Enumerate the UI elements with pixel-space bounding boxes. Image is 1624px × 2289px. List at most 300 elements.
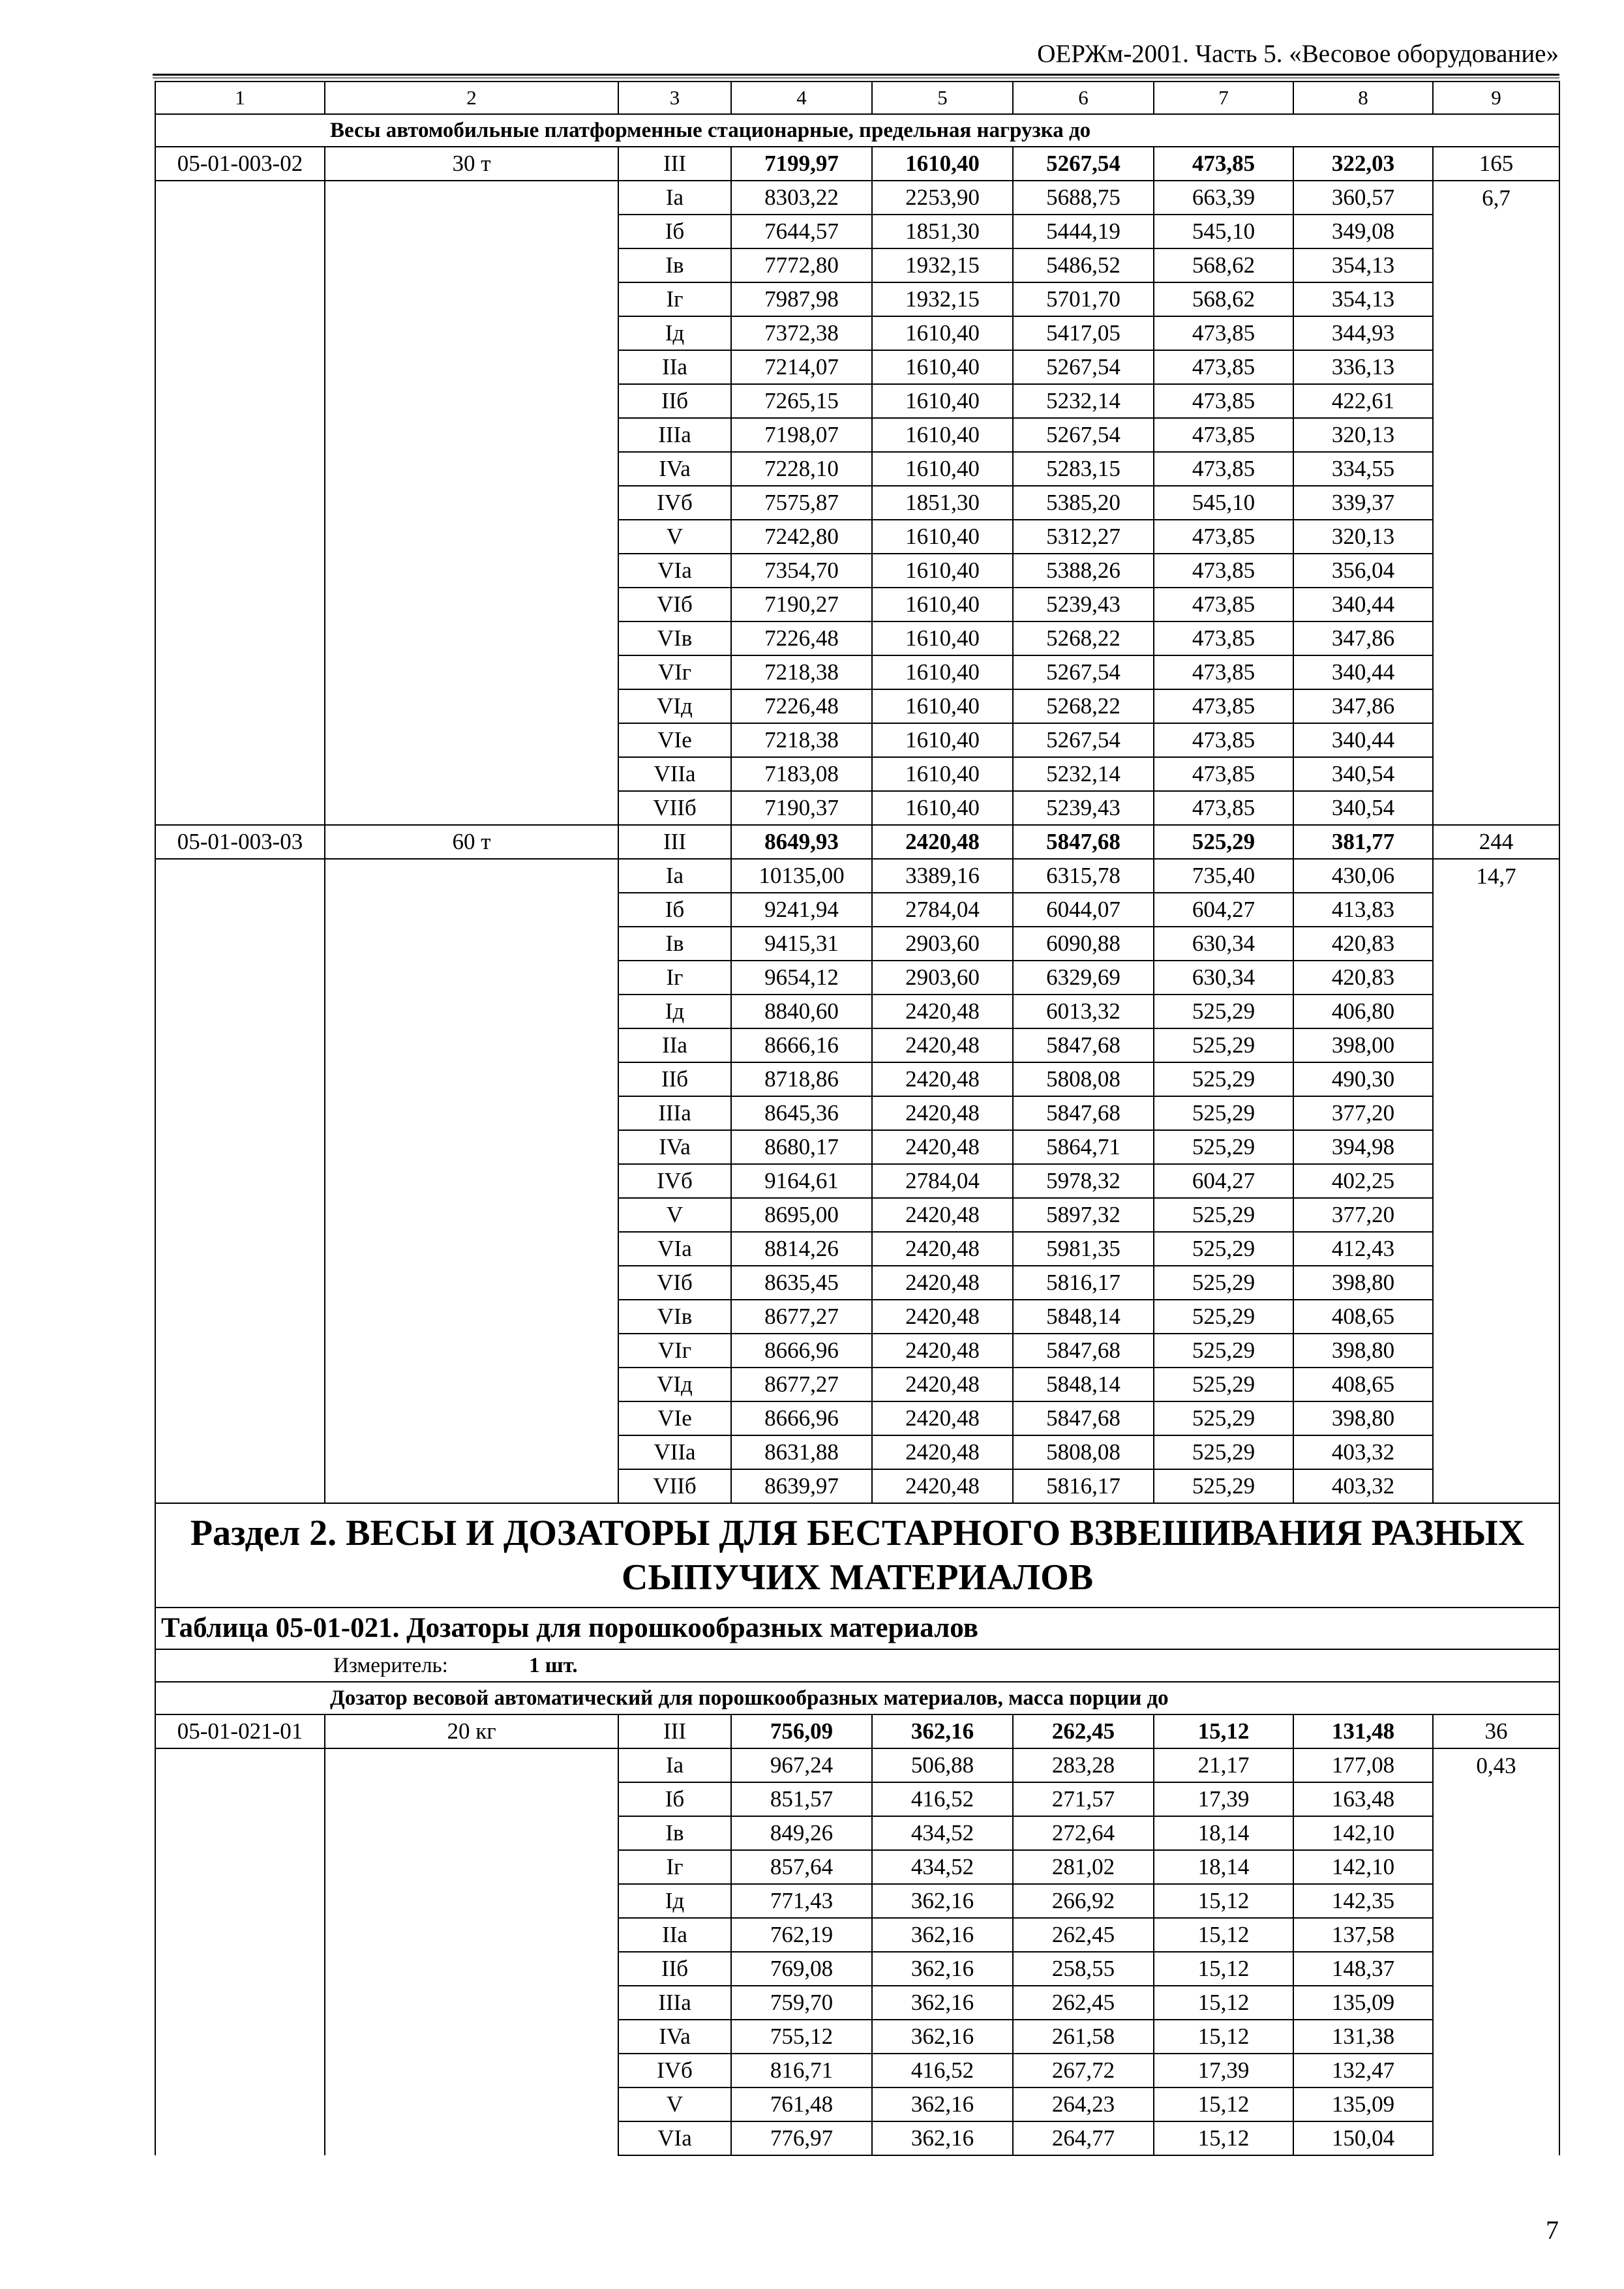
equipment-name	[325, 927, 618, 961]
cost-value: 131,38	[1293, 2020, 1433, 2054]
table-row	[155, 1435, 1559, 1469]
extra-value	[1433, 2020, 1559, 2054]
cost-value: 545,10	[1154, 215, 1293, 248]
extra-value	[1433, 1062, 1559, 1096]
cost-value: 8666,16	[731, 1028, 872, 1062]
cost-value: 1932,15	[872, 248, 1013, 282]
cost-value: 15,12	[1154, 1952, 1293, 1986]
measure-cell	[155, 1649, 1559, 1682]
equipment-name	[325, 282, 618, 316]
cost-value: 2903,60	[872, 961, 1013, 995]
cost-value: 15,12	[1154, 2121, 1293, 2155]
equipment-name	[325, 1435, 618, 1469]
table-title: Таблица 05-01-021. Дозаторы для порошкообразных материалов	[155, 1608, 1559, 1649]
table-row	[155, 181, 1559, 215]
rate-code	[155, 520, 325, 554]
rate-code	[155, 215, 325, 248]
table-row	[155, 282, 1559, 316]
cost-value: 525,29	[1154, 1368, 1293, 1401]
extra-value	[1433, 316, 1559, 350]
table-row	[155, 1096, 1559, 1130]
rate-code	[155, 2020, 325, 2054]
extra-value	[1433, 1028, 1559, 1062]
rate-code	[155, 1232, 325, 1266]
equipment-name	[325, 520, 618, 554]
extra-value	[1433, 1198, 1559, 1232]
cost-value: 7183,08	[731, 757, 872, 791]
cost-value: 1610,40	[872, 384, 1013, 418]
extra-value	[1433, 2054, 1559, 2087]
cost-value: 349,08	[1293, 215, 1433, 248]
table-row	[155, 621, 1559, 655]
cost-value: 406,80	[1293, 995, 1433, 1028]
table-row	[155, 723, 1559, 757]
cost-value: 1851,30	[872, 486, 1013, 520]
cost-value: 398,80	[1293, 1266, 1433, 1300]
cost-value: 7772,80	[731, 248, 872, 282]
rate-code: 05-01-021-01	[155, 1714, 325, 1748]
zone-code: VIIa	[618, 1435, 731, 1469]
cost-value: 5268,22	[1013, 689, 1154, 723]
section-title-row	[155, 1503, 1559, 1608]
cost-value: 2420,48	[872, 1130, 1013, 1164]
rate-code	[155, 995, 325, 1028]
cost-value: 264,23	[1013, 2087, 1154, 2121]
table-row	[155, 1401, 1559, 1435]
cost-value: 2420,48	[872, 1334, 1013, 1368]
table-row	[155, 961, 1559, 995]
cost-value: 2420,48	[872, 995, 1013, 1028]
extra-value	[1433, 1952, 1559, 1986]
rate-code	[155, 893, 325, 927]
extra-value	[1433, 791, 1559, 825]
cost-value: 1932,15	[872, 282, 1013, 316]
cost-value: 420,83	[1293, 961, 1433, 995]
zone-code: VIe	[618, 723, 731, 757]
cost-value: 473,85	[1154, 655, 1293, 689]
extra-value	[1433, 655, 1559, 689]
cost-value: 771,43	[731, 1884, 872, 1918]
extra-value	[1433, 282, 1559, 316]
equipment-name	[325, 316, 618, 350]
rate-code	[155, 418, 325, 452]
cost-value: 8635,45	[731, 1266, 872, 1300]
rate-code	[155, 791, 325, 825]
cost-value: 17,39	[1154, 2054, 1293, 2087]
table-row	[155, 1850, 1559, 1884]
cost-value: 21,17	[1154, 1748, 1293, 1782]
cost-value: 525,29	[1154, 1028, 1293, 1062]
cost-value: 18,14	[1154, 1816, 1293, 1850]
cost-value: 9241,94	[731, 893, 872, 927]
cost-value: 5268,22	[1013, 621, 1154, 655]
cost-value: 5267,54	[1013, 147, 1154, 181]
cost-value: 7190,27	[731, 588, 872, 621]
cost-value: 2420,48	[872, 825, 1013, 859]
equipment-name	[325, 1850, 618, 1884]
cost-value: 354,13	[1293, 282, 1433, 316]
extra-value	[1433, 961, 1559, 995]
rate-code	[155, 1884, 325, 1918]
column-number-header: 6	[1013, 82, 1154, 114]
zone-code: IVб	[618, 2054, 731, 2087]
cost-value: 630,34	[1154, 961, 1293, 995]
cost-value: 362,16	[872, 2020, 1013, 2054]
table-row	[155, 1198, 1559, 1232]
equipment-name	[325, 384, 618, 418]
zone-code: Iв	[618, 927, 731, 961]
equipment-name	[325, 1198, 618, 1232]
cost-value: 408,65	[1293, 1368, 1433, 1401]
rate-code	[155, 655, 325, 689]
rate-code	[155, 1469, 325, 1503]
cost-value: 5897,32	[1013, 1198, 1154, 1232]
rate-code	[155, 486, 325, 520]
rate-code	[155, 927, 325, 961]
zone-code: Iв	[618, 248, 731, 282]
rate-code	[155, 859, 325, 893]
cost-value: 135,09	[1293, 2087, 1433, 2121]
zone-code: Iд	[618, 1884, 731, 1918]
cost-value: 362,16	[872, 1986, 1013, 2020]
cost-value: 362,16	[872, 2087, 1013, 2121]
cost-value: 6315,78	[1013, 859, 1154, 893]
cost-value: 340,44	[1293, 655, 1433, 689]
cost-value: 473,85	[1154, 316, 1293, 350]
zone-code: VIIб	[618, 791, 731, 825]
extra-value: 244	[1433, 825, 1559, 859]
equipment-name	[325, 723, 618, 757]
cost-value: 8303,22	[731, 181, 872, 215]
extra-value	[1433, 1816, 1559, 1850]
cost-value: 1610,40	[872, 452, 1013, 486]
table-row	[155, 418, 1559, 452]
extra-value	[1433, 893, 1559, 927]
cost-value: 776,97	[731, 2121, 872, 2155]
equipment-name	[325, 1062, 618, 1096]
table-row	[155, 791, 1559, 825]
table-row	[155, 1334, 1559, 1368]
equipment-name	[325, 859, 618, 893]
zone-code: III	[618, 147, 731, 181]
zone-code: Iг	[618, 282, 731, 316]
cost-value: 320,13	[1293, 418, 1433, 452]
table-row	[155, 1368, 1559, 1401]
zone-code: Iг	[618, 961, 731, 995]
cost-value: 10135,00	[731, 859, 872, 893]
cost-value: 2784,04	[872, 1164, 1013, 1198]
extra-value	[1433, 1334, 1559, 1368]
zone-code: VIд	[618, 689, 731, 723]
extra-value	[1433, 350, 1559, 384]
cost-value: 2253,90	[872, 181, 1013, 215]
cost-value: 340,44	[1293, 588, 1433, 621]
cost-value: 2420,48	[872, 1232, 1013, 1266]
zone-code: VIг	[618, 655, 731, 689]
extra-value	[1433, 927, 1559, 961]
cost-value: 7354,70	[731, 554, 872, 588]
rate-code	[155, 452, 325, 486]
equipment-name	[325, 1952, 618, 1986]
table-row	[155, 2121, 1559, 2155]
zone-code: IVa	[618, 2020, 731, 2054]
table-row	[155, 1232, 1559, 1266]
equipment-name	[325, 655, 618, 689]
cost-value: 1610,40	[872, 588, 1013, 621]
extra-value: 165	[1433, 147, 1559, 181]
cost-value: 851,57	[731, 1782, 872, 1816]
table-row	[155, 248, 1559, 282]
cost-value: 5848,14	[1013, 1300, 1154, 1334]
rate-code	[155, 1164, 325, 1198]
cost-value: 8666,96	[731, 1334, 872, 1368]
cost-value: 2420,48	[872, 1401, 1013, 1435]
cost-value: 402,25	[1293, 1164, 1433, 1198]
cost-value: 2420,48	[872, 1368, 1013, 1401]
table-row	[155, 554, 1559, 588]
extra-value	[1433, 1266, 1559, 1300]
cost-value: 473,85	[1154, 757, 1293, 791]
equipment-name	[325, 995, 618, 1028]
zone-code: IIIa	[618, 1096, 731, 1130]
cost-value: 7987,98	[731, 282, 872, 316]
cost-value: 398,80	[1293, 1401, 1433, 1435]
extra-value	[1433, 995, 1559, 1028]
cost-value: 17,39	[1154, 1782, 1293, 1816]
extra-value	[1433, 1368, 1559, 1401]
rate-code	[155, 316, 325, 350]
cost-value: 262,45	[1013, 1714, 1154, 1748]
cost-value: 5417,05	[1013, 316, 1154, 350]
cost-value: 525,29	[1154, 1334, 1293, 1368]
table-row	[155, 1028, 1559, 1062]
rate-code	[155, 1334, 325, 1368]
cost-value: 8649,93	[731, 825, 872, 859]
extra-value	[1433, 1986, 1559, 2020]
zone-code: IIa	[618, 350, 731, 384]
table-row	[155, 1884, 1559, 1918]
cost-value: 347,86	[1293, 689, 1433, 723]
cost-value: 137,58	[1293, 1918, 1433, 1952]
cost-value: 5808,08	[1013, 1062, 1154, 1096]
zone-code: VIб	[618, 1266, 731, 1300]
table-row	[155, 893, 1559, 927]
cost-value: 1610,40	[872, 723, 1013, 757]
rate-code	[155, 1062, 325, 1096]
equipment-name	[325, 1748, 618, 1782]
cost-value: 322,03	[1293, 147, 1433, 181]
cost-value: 5385,20	[1013, 486, 1154, 520]
extra-value	[1433, 1884, 1559, 1918]
cost-value: 5267,54	[1013, 655, 1154, 689]
zone-code: IIIa	[618, 1986, 731, 2020]
table-row	[155, 655, 1559, 689]
cost-value: 271,57	[1013, 1782, 1154, 1816]
table-row	[155, 757, 1559, 791]
cost-value: 2420,48	[872, 1469, 1013, 1503]
cost-value: 568,62	[1154, 248, 1293, 282]
cost-value: 360,57	[1293, 181, 1433, 215]
cost-value: 340,44	[1293, 723, 1433, 757]
cost-value: 1610,40	[872, 520, 1013, 554]
zone-code: VIa	[618, 1232, 731, 1266]
rate-code	[155, 248, 325, 282]
group-title-row	[155, 1682, 1559, 1714]
rate-code	[155, 961, 325, 995]
cost-value: 473,85	[1154, 520, 1293, 554]
cost-value: 5239,43	[1013, 791, 1154, 825]
equipment-name	[325, 621, 618, 655]
zone-code: IIб	[618, 1952, 731, 1986]
price-table	[155, 81, 1560, 2156]
cost-value: 568,62	[1154, 282, 1293, 316]
cost-value: 434,52	[872, 1816, 1013, 1850]
rate-code	[155, 588, 325, 621]
cost-value: 362,16	[872, 1952, 1013, 1986]
zone-code: IIб	[618, 384, 731, 418]
zone-code: VIб	[618, 588, 731, 621]
cost-value: 473,85	[1154, 791, 1293, 825]
rate-code	[155, 1782, 325, 1816]
zone-code: VIIa	[618, 757, 731, 791]
equipment-name	[325, 1164, 618, 1198]
cost-value: 525,29	[1154, 1130, 1293, 1164]
group-title-row	[155, 114, 1559, 147]
cost-value: 5239,43	[1013, 588, 1154, 621]
measure-row	[155, 1649, 1559, 1682]
extra-value	[1433, 1232, 1559, 1266]
extra-value	[1433, 248, 1559, 282]
cost-value: 7644,57	[731, 215, 872, 248]
column-number-header: 2	[325, 82, 618, 114]
cost-value: 7265,15	[731, 384, 872, 418]
table-row	[155, 2054, 1559, 2087]
cost-value: 262,45	[1013, 1986, 1154, 2020]
cost-value: 2420,48	[872, 1300, 1013, 1334]
zone-code: VIд	[618, 1368, 731, 1401]
cost-value: 9164,61	[731, 1164, 872, 1198]
cost-value: 5847,68	[1013, 1401, 1154, 1435]
cost-value: 15,12	[1154, 2087, 1293, 2121]
equipment-name	[325, 554, 618, 588]
cost-value: 394,98	[1293, 1130, 1433, 1164]
cost-value: 261,58	[1013, 2020, 1154, 2054]
cost-value: 15,12	[1154, 1918, 1293, 1952]
cost-value: 761,48	[731, 2087, 872, 2121]
cost-value: 473,85	[1154, 384, 1293, 418]
cost-value: 5267,54	[1013, 418, 1154, 452]
cost-value: 15,12	[1154, 2020, 1293, 2054]
cost-value: 735,40	[1154, 859, 1293, 893]
rate-code	[155, 1401, 325, 1435]
cost-value: 525,29	[1154, 1062, 1293, 1096]
equipment-name	[325, 2087, 618, 2121]
equipment-name: 60 т	[325, 825, 618, 859]
extra-value	[1433, 2087, 1559, 2121]
cost-value: 8718,86	[731, 1062, 872, 1096]
zone-code: IVб	[618, 486, 731, 520]
rate-code	[155, 1096, 325, 1130]
cost-value: 7372,38	[731, 316, 872, 350]
extra-value	[1433, 418, 1559, 452]
cost-value: 408,65	[1293, 1300, 1433, 1334]
cost-value: 5847,68	[1013, 825, 1154, 859]
cost-value: 434,52	[872, 1850, 1013, 1884]
rate-code	[155, 181, 325, 215]
zone-code: IIa	[618, 1918, 731, 1952]
extra-value	[1433, 757, 1559, 791]
cost-value: 344,93	[1293, 316, 1433, 350]
cost-value: 7190,37	[731, 791, 872, 825]
extra-value	[1433, 1918, 1559, 1952]
table-row	[155, 1986, 1559, 2020]
cost-value: 1610,40	[872, 621, 1013, 655]
rate-code	[155, 1435, 325, 1469]
cost-value: 2784,04	[872, 893, 1013, 927]
zone-code: Iд	[618, 316, 731, 350]
cost-value: 5312,27	[1013, 520, 1154, 554]
cost-value: 7214,07	[731, 350, 872, 384]
cost-value: 5283,15	[1013, 452, 1154, 486]
extra-value	[1433, 1435, 1559, 1469]
measure-value: 1 шт.	[529, 1654, 578, 1677]
cost-value: 1610,40	[872, 655, 1013, 689]
cost-value: 336,13	[1293, 350, 1433, 384]
rate-code	[155, 384, 325, 418]
table-row	[155, 1748, 1559, 1782]
zone-code: VIe	[618, 1401, 731, 1435]
extra-value	[1433, 2121, 1559, 2155]
extra-value	[1433, 723, 1559, 757]
cost-value: 525,29	[1154, 1198, 1293, 1232]
cost-value: 8680,17	[731, 1130, 872, 1164]
header-rule	[153, 74, 1559, 76]
table-row	[155, 588, 1559, 621]
cost-value: 131,48	[1293, 1714, 1433, 1748]
zone-code: Ia	[618, 181, 731, 215]
zone-code: IIб	[618, 1062, 731, 1096]
rate-code	[155, 350, 325, 384]
column-number-header: 1	[155, 82, 325, 114]
table-row	[155, 2087, 1559, 2121]
cost-value: 5864,71	[1013, 1130, 1154, 1164]
cost-value: 5701,70	[1013, 282, 1154, 316]
rate-code	[155, 1266, 325, 1300]
rate-code	[155, 1816, 325, 1850]
equipment-name	[325, 350, 618, 384]
cost-value: 6090,88	[1013, 927, 1154, 961]
cost-value: 5847,68	[1013, 1334, 1154, 1368]
table-title-row	[155, 1608, 1559, 1649]
cost-value: 473,85	[1154, 350, 1293, 384]
equipment-name	[325, 1986, 618, 2020]
table-row	[155, 1062, 1559, 1096]
cost-value: 377,20	[1293, 1198, 1433, 1232]
cost-value: 759,70	[731, 1986, 872, 2020]
equipment-name	[325, 1782, 618, 1816]
cost-value: 5981,35	[1013, 1232, 1154, 1266]
equipment-name	[325, 1300, 618, 1334]
cost-value: 354,13	[1293, 248, 1433, 282]
cost-value: 2420,48	[872, 1266, 1013, 1300]
extra-value	[1433, 1130, 1559, 1164]
cost-value: 258,55	[1013, 1952, 1154, 1986]
cost-value: 473,85	[1154, 723, 1293, 757]
rate-code	[155, 689, 325, 723]
cost-value: 381,77	[1293, 825, 1433, 859]
zone-code: Ia	[618, 859, 731, 893]
cost-value: 8639,97	[731, 1469, 872, 1503]
